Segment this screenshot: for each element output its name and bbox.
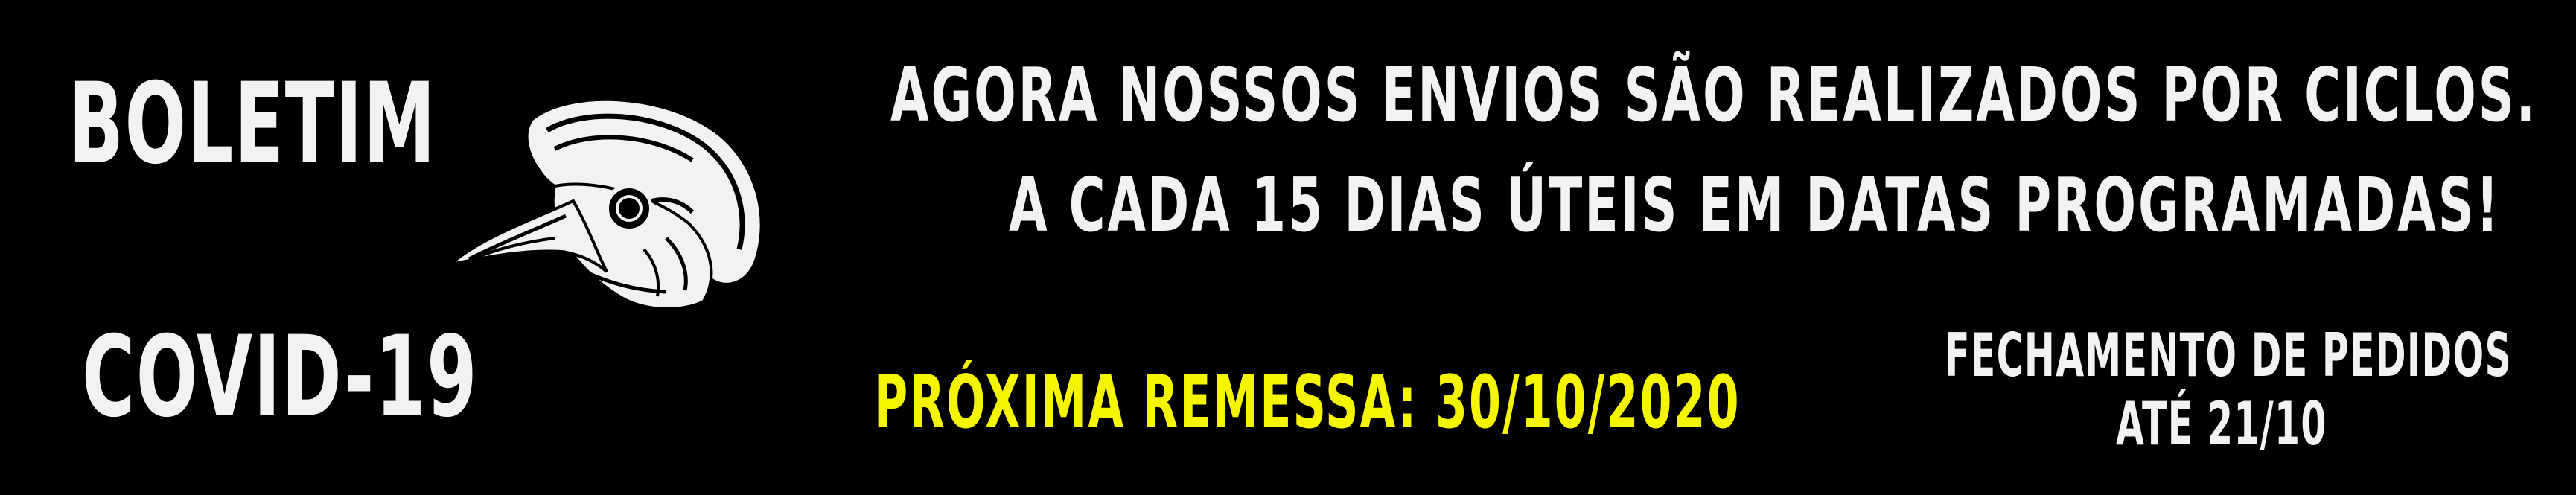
order-closing-date: ATÉ 21/10	[2116, 389, 2327, 459]
bulletin-title: BOLETIM	[68, 60, 437, 189]
message-line-2: A CADA 15 DIAS ÚTEIS EM DATAS PROGRAMADAS!	[1009, 162, 2501, 249]
next-shipment-date: PRÓXIMA REMESSA: 30/10/2020	[874, 360, 1741, 445]
plague-doctor-mask-icon	[443, 89, 785, 316]
covid-title: COVID-19	[82, 313, 479, 442]
order-closing-label: FECHAMENTO DE PEDIDOS	[1945, 321, 2513, 390]
message-line-1: AGORA NOSSOS ENVIOS SÃO REALIZADOS POR CICLOS.	[890, 51, 2537, 138]
